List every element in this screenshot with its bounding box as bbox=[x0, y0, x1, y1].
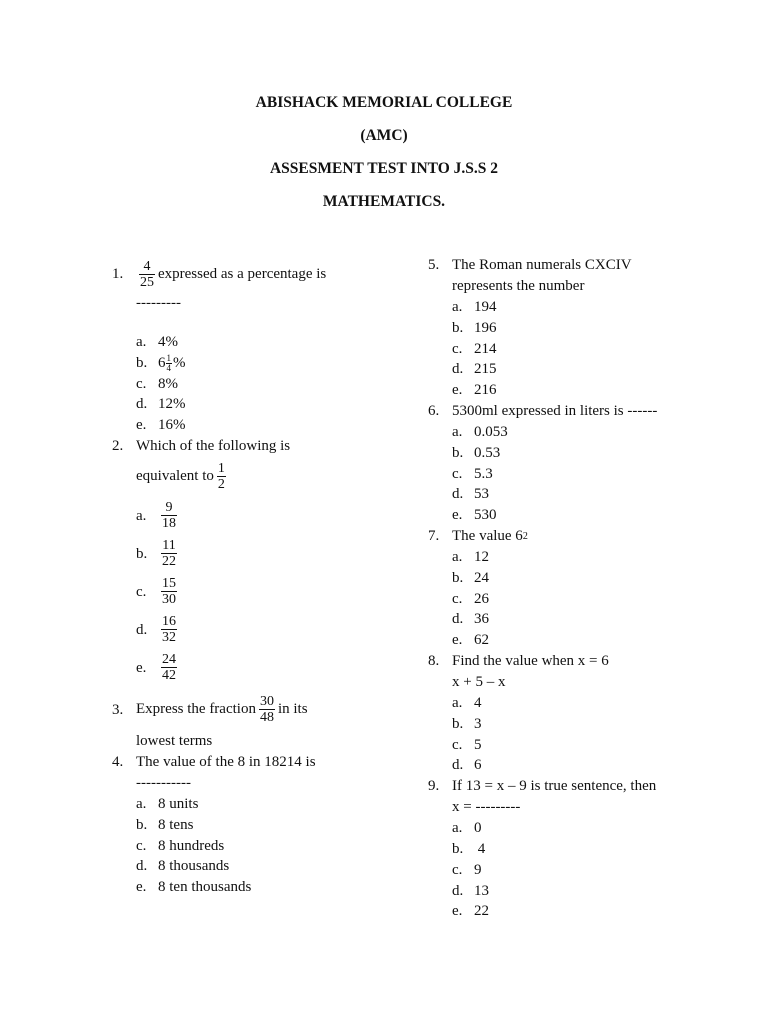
question-expression: x + 5 – x bbox=[452, 673, 506, 690]
option-a: a. 0 bbox=[452, 820, 482, 837]
question-text: Which of the following is bbox=[136, 437, 291, 454]
subject-title: MATHEMATICS. bbox=[322, 193, 446, 210]
option-c: c. 26 bbox=[452, 590, 489, 607]
question-number: 7. bbox=[428, 527, 440, 544]
option-c: c. 8% bbox=[136, 375, 178, 392]
option-e: e. 62 bbox=[452, 632, 489, 649]
option-e: e. 16% bbox=[136, 417, 186, 434]
option-b: b. 4 bbox=[452, 840, 486, 857]
question-9-options bbox=[452, 818, 748, 922]
question-text-2: represents the number bbox=[452, 278, 585, 294]
option-a: a. 0.053 bbox=[452, 423, 508, 440]
question-text: $\frac{4}{25}$ expressed as a percentage is bbox=[140, 258, 327, 290]
question-text: Find the value when x = 6 bbox=[452, 652, 609, 669]
college-name: ABISHACK MEMORIAL COLLEGE bbox=[255, 94, 513, 111]
question-text: 5300ml expressed in liters is ------ bbox=[452, 402, 658, 419]
option-d: d. 53 bbox=[452, 486, 489, 503]
option-c: c. $\frac{15}{30}$ bbox=[136, 576, 176, 608]
option-e: e. 8 ten thousands bbox=[136, 879, 252, 896]
question-number: 5. bbox=[428, 257, 440, 273]
question-number: 3. bbox=[112, 701, 124, 718]
question-number: 9. bbox=[428, 778, 440, 795]
test-title: ASSESMENT TEST INTO J.S.S 2 bbox=[269, 160, 499, 177]
question-2 bbox=[112, 436, 412, 497]
option-b: b. 24 bbox=[452, 569, 489, 586]
college-abbreviation: (AMC) bbox=[360, 127, 408, 144]
question-2-options bbox=[136, 497, 412, 687]
question-8 bbox=[428, 651, 748, 693]
option-c: c. 214 bbox=[452, 340, 497, 357]
question-7 bbox=[428, 526, 748, 547]
fraction: $\frac{30}{48}$ bbox=[259, 694, 274, 726]
option-e: e. 22 bbox=[452, 903, 489, 920]
option-e: e. 530 bbox=[452, 507, 497, 524]
left-column bbox=[112, 255, 412, 898]
exponent: 2 bbox=[522, 530, 528, 542]
option-d: d. 36 bbox=[452, 611, 489, 628]
question-9 bbox=[428, 776, 748, 818]
option-a: a. 194 bbox=[452, 299, 497, 315]
option-b: b. $\frac{11}{22}$ bbox=[136, 538, 176, 570]
question-text: Express the fraction $\frac{30}{48}$ in its bbox=[136, 694, 308, 726]
question-1-options bbox=[136, 332, 412, 436]
question-number: 4. bbox=[112, 753, 124, 770]
answer-blank: x = --------- bbox=[452, 799, 521, 816]
option-e: e. 216 bbox=[452, 382, 497, 399]
option-b: b. 8 tens bbox=[136, 816, 194, 833]
option-c: c. 8 hundreds bbox=[136, 837, 225, 854]
question-1 bbox=[112, 255, 412, 314]
option-d: d. $\frac{16}{32}$ bbox=[136, 614, 176, 646]
option-c: c. 5 bbox=[452, 736, 482, 753]
question-5 bbox=[428, 255, 748, 297]
question-6 bbox=[428, 401, 748, 422]
option-b: b. 6 $\frac{1}{4}$ % bbox=[136, 352, 186, 373]
option-d: d. 13 bbox=[452, 882, 489, 899]
option-b: b. 3 bbox=[452, 715, 482, 732]
question-text: If 13 = x – 9 is true sentence, then bbox=[452, 778, 657, 795]
option-d: d. 215 bbox=[452, 361, 497, 378]
question-3 bbox=[112, 691, 412, 752]
option-c: c. 5.3 bbox=[452, 465, 493, 482]
document-header bbox=[0, 92, 768, 224]
question-8-options bbox=[452, 693, 748, 776]
question-4 bbox=[112, 752, 412, 794]
option-e: e. $\frac{24}{42}$ bbox=[136, 652, 176, 684]
question-text: The value of the 8 in 18214 is bbox=[136, 753, 316, 770]
question-number: 2. bbox=[112, 437, 124, 454]
option-d: d. 8 thousands bbox=[136, 858, 230, 875]
question-number: 1. bbox=[112, 266, 124, 282]
right-column bbox=[428, 255, 748, 922]
option-a: a. 12 bbox=[452, 548, 489, 565]
option-a: a. 4 bbox=[452, 694, 482, 711]
option-a: a. 8 units bbox=[136, 795, 199, 812]
answer-blank: --------- bbox=[136, 295, 181, 311]
question-5-options bbox=[452, 297, 748, 401]
question-4-options bbox=[136, 794, 412, 898]
option-a: a. $\frac{9}{18}$ bbox=[136, 500, 176, 532]
question-7-options bbox=[452, 547, 748, 651]
fraction: $\frac{1}{2}$ bbox=[217, 461, 225, 493]
fraction: $\frac{4}{25}$ bbox=[140, 258, 154, 290]
question-number: 6. bbox=[428, 402, 440, 419]
question-number: 8. bbox=[428, 652, 440, 669]
question-6-options bbox=[452, 422, 748, 526]
option-b: b. 0.53 bbox=[452, 444, 501, 461]
option-c: c. 9 bbox=[452, 861, 482, 878]
option-a: a. 4% bbox=[136, 334, 178, 350]
option-d: d. 12% bbox=[136, 396, 186, 413]
question-text-2: lowest terms bbox=[136, 732, 213, 749]
question-text: The value 6 2 bbox=[452, 526, 748, 547]
question-text-2: equivalent to $\frac{1}{2}$ bbox=[136, 461, 225, 493]
answer-blank: ----------- bbox=[136, 774, 191, 791]
option-d: d. 6 bbox=[452, 757, 482, 774]
option-b: b. 196 bbox=[452, 319, 497, 336]
question-text: The Roman numerals CXCIV bbox=[452, 257, 632, 273]
